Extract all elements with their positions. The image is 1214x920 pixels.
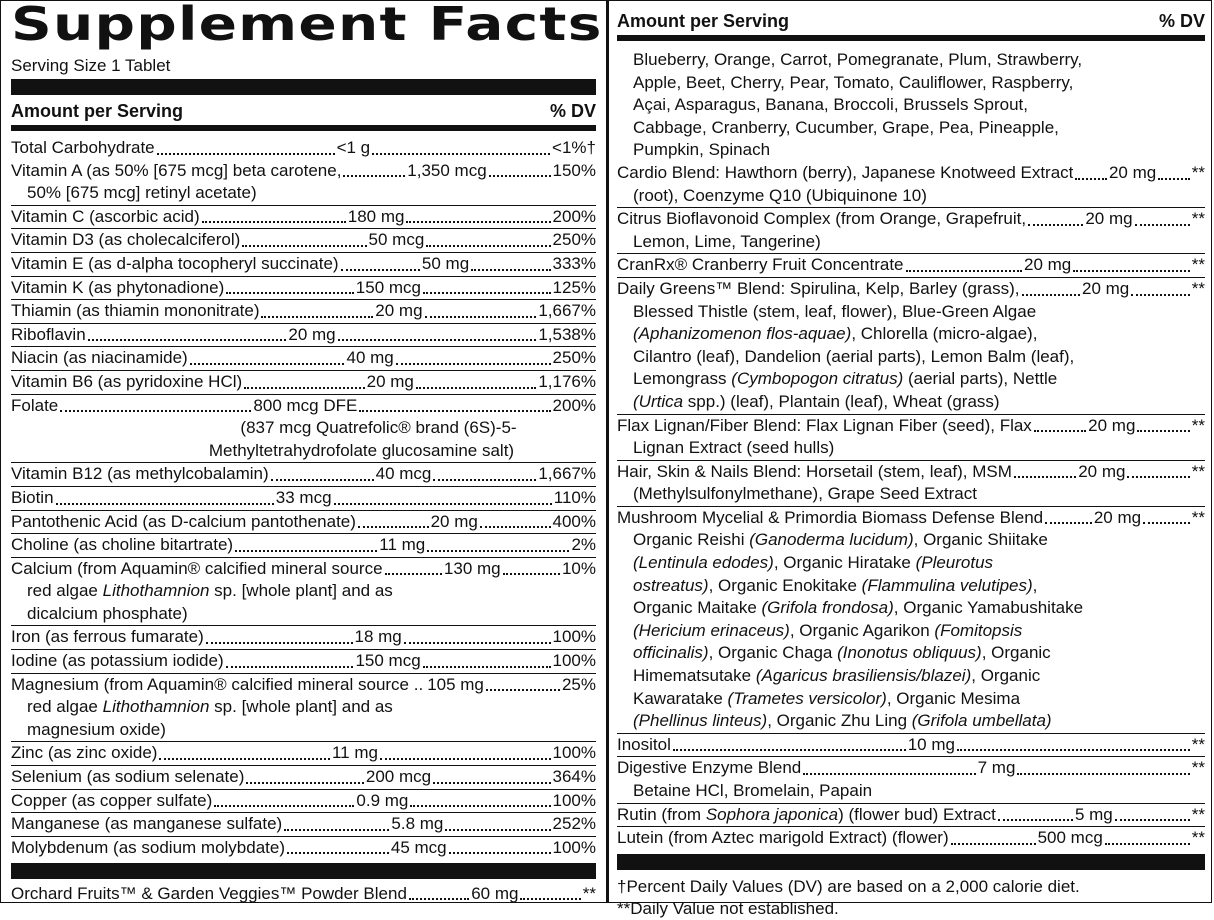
footnote-dv-not-established: **Daily Value not established. [617,898,839,918]
blend-row: Lutein (from Aztec marigold Extract) (flower) 500 mcg ** [617,826,1205,850]
blend-subline: (Aphanizomenon flos-aquae), Chlorella (micro-algae), [633,324,1038,344]
right-column [609,1,1214,918]
nutrient-row: Total Carbohydrate <1 g <1%† [11,138,596,157]
blend-row: Daily Greens™ Blend: Spirulina, Kelp, Barley (grass), 20 mg ** [617,277,1205,301]
blend-row: Rutin (from Sophora japonica) (flower bud) Extract 5 mg ** [617,803,1205,827]
nutrient-row: Magnesium (from Aquamin® calcified mineral source .. 105 mg 25% [11,673,596,697]
nutrient-row: Selenium (as sodium selenate) 200 mcg 364% [11,765,596,789]
nutrient-row: Choline (as choline bitartrate) 11 mg 2% [11,533,596,557]
nutrient-row: Riboflavin 20 mg 1,538% [11,323,596,347]
ingredient-line: Blueberry, Orange, Carrot, Pomegranate, Plum, Strawberry, [633,50,1083,69]
serving-size: Serving Size 1 Tablet [11,56,171,75]
thick-divider [11,863,596,879]
nutrient-row: Vitamin E (as d-alpha tocopheryl succinate) 50 mg 333% [11,252,596,276]
blend-row: Flax Lignan/Fiber Blend: Flax Lignan Fiber (seed), Flax 20 mg ** [617,414,1205,438]
column-header [11,95,596,131]
nutrient-row: Zinc (as zinc oxide) 11 mg 100% [11,741,596,765]
blend-subline: Himematsutake (Agaricus brasiliensis/blazei), Organic [633,666,1041,686]
nutrient-subline: dicalcium phosphate) [27,603,188,623]
blend-row: Inositol 10 mg ** [617,733,1205,757]
blend-row: CranRx® Cranberry Fruit Concentrate 20 mg ** [617,253,1205,277]
blend-subline: (root), Coenzyme Q10 (Ubiquinone 10) [633,185,927,205]
blend-subline: Lemongrass (Cymbopogon citratus) (aerial parts), Nettle [633,369,1058,389]
blend-subline: (Phellinus linteus), Organic Zhu Ling (Grifola umbellata) [633,711,1052,731]
blend-subline: (Lentinula edodes), Organic Hiratake (Pleurotus [633,553,994,573]
blend-subline: Lemon, Lime, Tangerine) [633,231,821,251]
nutrient-row: Vitamin A (as 50% [675 mcg] beta carotene, 1,350 mcg 150% [11,160,596,180]
blend-subline: (Methylsulfonylmethane), Grape Seed Extract [633,484,977,504]
powder-blend-row: Orchard Fruits™ & Garden Veggies™ Powder Blend 60 mg ** [11,884,597,904]
thick-divider [617,854,1205,870]
dv-header: % DV [1158,11,1205,31]
nutrient-row: Biotin 33 mcg 110% [11,486,596,510]
folate-note: (837 mcg Quatrefolic® brand (6S)-5- [240,418,517,438]
nutrient-row: Thiamin (as thiamin mononitrate) 20 mg 1,667% [11,299,596,323]
blend-subline: Betaine HCl, Bromelain, Papain [633,781,873,800]
blend-row: Cardio Blend: Hawthorn (berry), Japanese Knotweed Extract 20 mg ** [617,162,1206,182]
nutrient-row: Niacin (as niacinamide) 40 mg 250% [11,346,596,370]
dv-header: % DV [549,101,596,121]
nutrient-subline: 50% [675 mcg] retinyl acetate) [27,183,257,203]
nutrient-row: Vitamin B6 (as pyridoxine HCl) 20 mg 1,176% [11,370,596,394]
ingredient-line: Pumpkin, Spinach [633,140,771,160]
amount-header: Amount per Serving [617,11,790,31]
nutrient-row: Pantothenic Acid (as D-calcium pantothenate) 20 mg 400% [11,510,596,534]
thick-divider [11,79,596,95]
nutrient-row: Folate 800 mcg DFE 200% [11,394,596,418]
blend-subline: Blessed Thistle (stem, leaf, flower), Blue-Green Algae [633,301,1037,321]
ingredient-line: Cabbage, Cranberry, Cucumber, Grape, Pea, Pineapple, [633,117,1059,137]
nutrient-row: Calcium (from Aquamin® calcified mineral source 130 mg 10% [11,557,596,581]
blend-row: Citrus Bioflavonoid Complex (from Orange, Grapefruit, 20 mg ** [617,207,1205,231]
blend-ingredients [617,49,1205,162]
footnote-dv: †Percent Daily Values (DV) are based on a 2,000 calorie diet. [617,876,1080,896]
column-header [617,1,1205,41]
nutrient-row: Iodine (as potassium iodide) 150 mcg 100% [11,649,596,673]
ingredient-line: Açai, Asparagus, Banana, Broccoli, Brussels Sprout, [633,95,1028,115]
blend-subline: officinalis), Organic Chaga (Inonotus obliquus), Organic [633,643,1051,663]
blend-subline: Lignan Extract (seed hulls) [633,438,835,458]
nutrient-row: Copper (as copper sulfate) 0.9 mg 100% [11,789,596,813]
nutrient-row: Manganese (as manganese sulfate) 5.8 mg 252% [11,812,596,836]
blend-subline: Kawaratake (Trametes versicolor), Organic Mesima [633,688,1021,708]
nutrient-list [11,137,596,859]
blend-subline: Organic Maitake (Grifola frondosa), Organic Yamabushitake [633,598,1084,618]
nutrient-row: Vitamin D3 (as cholecalciferol) 50 mcg 250% [11,228,596,252]
nutrient-subline: red algae Lithothamnion sp. [whole plant] and as [27,581,393,601]
ingredient-line: Apple, Beet, Cherry, Pear, Tomato, Cauliflower, Raspberry, [633,72,1074,92]
nutrient-row: Vitamin K (as phytonadione) 150 mcg 125% [11,276,596,300]
blend-subline: ostreatus), Organic Enokitake (Flammulina velutipes), [633,575,1038,595]
amount-header: Amount per Serving [11,101,184,121]
panel-title: Supplement Facts [11,0,603,51]
blend-subline: Organic Reishi (Ganoderma lucidum), Organic Shiitake [633,530,1048,550]
blend-subline: (Urtica spp.) (leaf), Plantain (leaf), Wheat (grass) [633,391,1000,411]
blend-subline: Cilantro (leaf), Dandelion (aerial parts), Lemon Balm (leaf), [633,346,1075,366]
blend-row: Digestive Enzyme Blend 7 mg ** [617,756,1205,780]
nutrient-subline: magnesium oxide) [27,719,166,739]
left-column [1,1,609,902]
nutrient-row: Iron (as ferrous fumarate) 18 mg 100% [11,625,596,649]
nutrient-row: Vitamin C (ascorbic acid) 180 mg 200% [11,205,596,229]
nutrient-subline: red algae Lithothamnion sp. [whole plant] and as [27,697,393,717]
folate-note: Methyltetrahydrofolate glucosamine salt) [208,440,515,460]
nutrient-row: Vitamin B12 (as methylcobalamin) 40 mcg 1,667% [11,462,596,486]
blend-row: Mushroom Mycelial & Primordia Biomass Defense Blend 20 mg ** [617,506,1205,530]
nutrient-row: Molybdenum (as sodium molybdate) 45 mcg 100% [11,836,596,860]
blend-subline: (Hericium erinaceus), Organic Agarikon (Fomitopsis [633,620,1023,640]
blend-row: Hair, Skin & Nails Blend: Horsetail (stem, leaf), MSM 20 mg ** [617,460,1205,484]
